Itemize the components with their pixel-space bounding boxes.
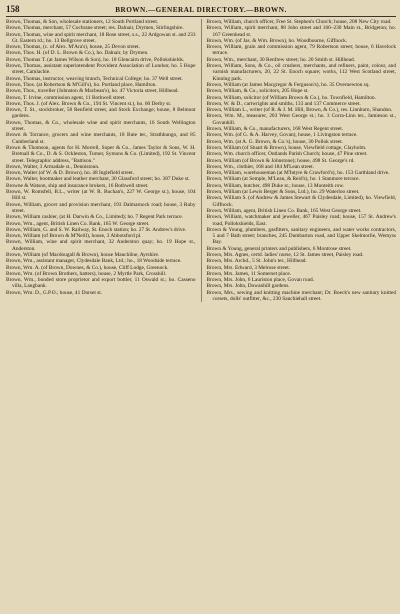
left-column <box>6 19 196 302</box>
directory-entry: Brown, Thomas, (c. of Alex. M'Ara's), house, 25 Devon street. <box>6 44 140 51</box>
page-number: 158 <box>6 4 20 14</box>
directory-entry: Brown & Young, plumbers, gasfitters, sanitary engineers, and water works contractors, 5 and 7 Bath street; branches, 245 Dumbarton road, and Upper Skelmorlie, Wemyss Bay. <box>206 226 396 246</box>
directory-entry: Brown, Walter, bootmaker and leather merchant, 30 Glassford street; ho. 387 Duke st. <box>6 176 190 183</box>
directory-entry: Brown, William, solicitor (of William Brown & Co.), ho. Townfield, Hamilton. <box>206 94 376 101</box>
directory-entry: Brown, William, church officer, Free St. Stephen's Church; house, 208 New City road. <box>206 19 392 25</box>
directory-entry: Brown, Walter (of W. & D. Brown), ho. 48 Inglefield street. <box>6 170 134 177</box>
directory-entry: Brown, Mrs., sewing and knitting machine merchant; Dr. Boeck's new sanitary knitted corsets, dolls' outfitter, &c., 230 Sauchiehall street. <box>206 289 396 303</box>
directory-entry: Brown, William (at Lewis Berger & Sons, Ltd.), ho. 29 Waterloo street. <box>206 189 360 196</box>
directory-entry: Brown, William (at Semple, M'Lean, & Reid's), ho. 1 Stanmore terrace. <box>206 176 360 183</box>
directory-entry: Brown, Wm., clothier, 168 and 184 M'Lean street. <box>206 163 315 170</box>
directory-entry: Brown, Mrs. Agnes, certd. ladies' nurse, 12 St. James street, Paisley road. <box>206 251 364 258</box>
directory-entry: Brown, Wm. (of Brown Brothers, hatters), house, 2 Myrtle Park, Crosshill. <box>6 270 167 277</box>
directory-entry: Brown, William, warehouseman (at M'Intyre & Crawford's), ho. 153 Garthland drive. <box>206 170 390 177</box>
directory-entry: Brown, Wm. (of G. & A. Harvey, Govan), house, 1 Livingston terrace. <box>206 132 358 139</box>
columns <box>6 19 396 302</box>
directory-entry: Brown, William, & Co., solicitors, 205 Hope st. <box>206 88 309 95</box>
right-column <box>207 19 397 302</box>
directory-entry: Brown, William (of Macdougall & Brown), house Mauchline, Ayrshire. <box>6 251 160 258</box>
directory-entry: Brown, Wm., bonded store proprietor and export bottler, 11 Oswald st.; ho. Casseno villa, Langbank. <box>6 277 196 290</box>
directory-entry: Brown, Thomas, & Son, wholesale stationers, 12 South Portland street. <box>6 19 159 25</box>
directory-entry: Brown, Mrs. Archd., 5 St. John's ter., Hillhead. <box>206 258 307 265</box>
directory-entry: Brown, William (of Brown & M'Neill), house, 3 Abbotsford pl. <box>6 233 142 240</box>
directory-entry: Brown, William (of Brown & Johnstone); house, 498 St. George's rd. <box>206 157 355 164</box>
directory-entry: Brown, Wm. M., measurer, 203 West George st.; ho. 3 Corra-Linn ter., Jamieson st., Govanhill. <box>206 113 396 126</box>
directory-entry: Brown, Wm. A. (of Brown, Downes, & Co.), house, Cliff Lodge, Greenock. <box>6 264 169 271</box>
directory-entry: Brown, Wm. (of Jas. & Wm. Brown), ho. Woodbourne, Giffnock. <box>206 37 348 44</box>
directory-entry: Brown, Thos. H. (of D. L. Brown & Co.), ho. Dalnair, by Drymen. <box>6 50 149 57</box>
directory-entry: Brown, Mrs. John, 6 Lauriston place, Govan road. <box>206 277 314 284</box>
directory-entry: Brown, Wm. D., G.P.O.; house, 41 Dorset st. <box>6 289 103 296</box>
directory-entry: Brown, Thos., traveller (Johnston & Macbean's), ho. 47 Victoria street, Hillhead. <box>6 88 179 95</box>
directory-entry: Brown, William, grocer and provision merchant, 193 Dalmarnock road; house, 3 Ruby street. <box>6 201 196 214</box>
directory-entry: Brown, William L., writer (of R. & J. M. Hill, Brown, & Co.), res. Linnburn, Shandon. <box>206 107 393 114</box>
page-header <box>6 3 396 17</box>
directory-entry: Brown, Wm. (at A. G. Brown, & Co.'s), house, 30 Pollok street. <box>206 138 344 145</box>
directory-entry: Brown, William (of Stuart & Brown), house, Viewfield cottage, Clayholm. <box>206 144 367 151</box>
directory-entry: Brown, Thomas T. (at James Wilson & Son), ho. 18 Glencairn drive, Pollokshields. <box>6 56 185 63</box>
directory-entry: Brown & Young, general printers and publishers, 6 Montrose street. <box>206 245 352 252</box>
directory-entry: Brown, William, & Co., manufacturers, 168 West Regent street. <box>206 126 344 133</box>
directory-entry: Brown, W. & D., cartwrights and smiths, 133 and 137 Commerce street. <box>206 100 361 107</box>
directory-entry: Brown, Thomas, wine and spirit merchant, 18 Rose street, s.s., 22 Ardgowan st. and 233 Gt. Eastern rd.; ho. 13 Bellgrove street. <box>6 31 196 44</box>
column-divider <box>201 19 202 302</box>
directory-entry: Brown, Wm., agent, British Linen Co. Bank, 165 W. George street. <box>6 220 150 227</box>
directory-entry: Brown, Mrs. James, 11 Somerset place. <box>206 270 292 277</box>
directory-entry: Brown, Thomas, & Co., wholesale wine and spirit merchants, 16 South Wellington street. <box>6 119 196 133</box>
directory-entry: Brown, W. Romsfell, B.L., writer (at W. R. Buchan's, 227 W. George st.), house, 104 Hill st. <box>6 189 196 202</box>
directory-entry: Brown, Mrs. John, Dowanhill gardens. <box>206 283 290 290</box>
running-title: BROWN.—GENERAL DIRECTORY.—BROWN. <box>115 6 287 14</box>
directory-entry: Brown, William, wine and spirit merchant, 32 Anderston quay; ho. 19 Hope st., Anderston. <box>6 239 196 252</box>
directory-entry: Browne & Watson, ship and insurance brokers, 16 Bothwell street. <box>6 182 149 189</box>
directory-entry: Brown, Thomas, assistant superintendent Provident Association of London; ho. 5 Hope street, Camlachie. <box>6 63 196 76</box>
directory-entry: Brown, William cashier, (at H. Darwin & Co., Limited); ho. 7 Regent Park terrace. <box>6 214 183 221</box>
directory-entry: Brown, William, butcher, 498 Duke st.; house, 13 Monteith row. <box>206 182 345 189</box>
directory-entry: Brown, Mrs. Edward, 3 Melrose street. <box>206 264 291 271</box>
directory-entry: Brown, William, G. and S. W. Railway, St. Enoch station; ho. 27 St. Andrew's drive. <box>6 226 187 233</box>
directory-entry: Brown, Thos. (at Robertson & M'Gill's), ho. Portland place, Hamilton. <box>6 81 157 88</box>
directory-entry: Brown & Torrance, grocers and wine merchants, 18 Bute ter., Strathbungo, and 85 Cumberland st. <box>6 132 196 145</box>
directory-entry: Brown, Wm., assistant manager, Clydesdale Bank, Ltd.; ho., 18 Woodside terrace. <box>6 258 182 265</box>
directory-entry: Brown, Walter, 3 Armadale st., Dennistoun. <box>6 163 100 170</box>
directory-entry: Brown, William (at James Macgregor & Ferguson's), ho. 35 Overnewton sq. <box>206 81 370 88</box>
directory-entry: Brown, William, watchmaker and jeweller, 467 Paisley road; house, 157 St. Andrew's road, Pollokshields, East. <box>206 214 396 227</box>
directory-entry: Brown, William S. (of Andrew & James Stewart & Clydesdale, Limited), ho. Viewfield, Giffnock. <box>206 195 396 208</box>
directory-entry: Brown, Thomas, merchant, 57 Cochrane street; res. Dalnair, Drymen, Stirlingshire. <box>6 25 184 32</box>
directory-entry: Brown & Thomson, agents for H. Morrell, Soper & Co., James Taylor & Sons, W. H. Bretnall & Co., D. & S. Ockleston, Turner, Symons & Co. (Limited), 192 St. Vincent street. Telegraphic address, "Battison." <box>6 144 196 164</box>
directory-entry: Brown, Thos. J. (of Alex. Brown & Co., 194 St. Vincent st.), ho. 60 Derby st. <box>6 100 172 107</box>
directory-entry: Brown, William, Sons, & Co., oil crushers, merchants, and refiners, paint, colour, and varnish manufacturers, 20, 22 St. Enoch square; works, 112 West Scotland street, Kinning park. <box>206 63 396 82</box>
directory-entry: Brown, William, spirit merchant, 88 John street and 166–230 Main st., Bridgeton; ho. 167 Greenhead st. <box>206 25 396 38</box>
directory-entry: Brown, Wm., merchant, 30 Renfrew street; ho. 20 Smith st. Hillhead. <box>206 56 355 63</box>
directory-entry: Brown, Wm. church officer, Outlands Parish Church; house, 47 Pine street. <box>206 151 368 158</box>
directory-entry: Brown, William, grain and commission agent, 79 Robertson street; house, 6 Havelock terrace. <box>206 44 396 57</box>
directory-entry: Brown, Thomas, instructor, weaving branch, Technical College; ho. 37 Well street. <box>6 75 183 82</box>
directory-entry: Brown, T. Irvine, commission agent, 11 Bothwell street. <box>6 94 126 101</box>
directory-entry: Brown, T. St., stockbroker, 58 Renfield street, and Stock Exchange; house, 8 Belmont gardens. <box>6 107 196 120</box>
directory-entry: Brown, William, agent, British Linen Co. Bank, 165 West George street. <box>206 207 362 214</box>
